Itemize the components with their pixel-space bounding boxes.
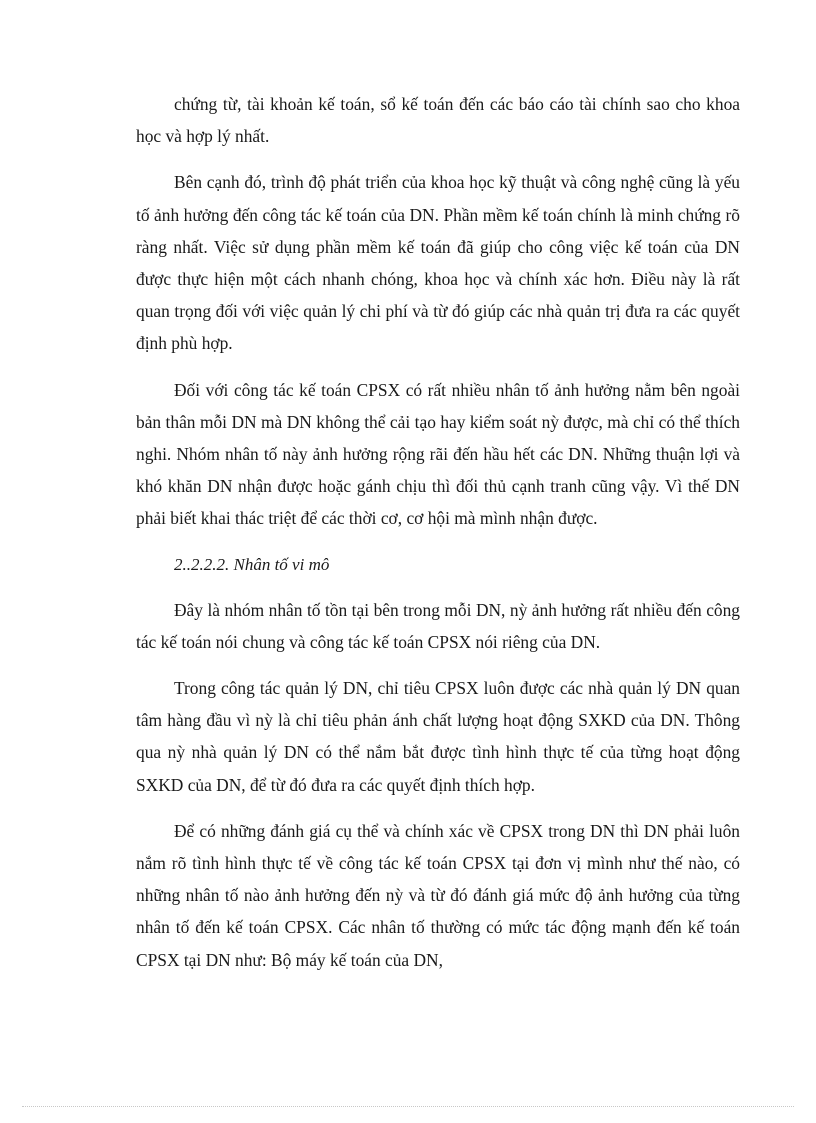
document-page <box>136 88 740 990</box>
paragraph-5: Trong công tác quản lý DN, chỉ tiêu CPSX luôn được các nhà quản lý DN quan tâm hàng đầu vì nỳ là chỉ tiêu phản ánh chất lượng hoạt động SXKD của DN. Thông qua nỳ nhà quản lý DN có thể nắm bắt được tình hình thực tế của từng hoạt động SXKD của DN, để từ đó đưa ra các quyết định thích hợp. <box>136 678 740 795</box>
paragraph-2: Bên cạnh đó, trình độ phát triển của khoa học kỹ thuật và công nghệ cũng là yếu tố ảnh hưởng đến công tác kế toán của DN. Phần mềm kế toán chính là minh chứng rõ ràng nhất. Việc sử dụng phần mềm kế toán đã giúp cho công việc kế toán của DN được thực hiện một cách nhanh chóng, khoa học và chính xác hơn. Điều này là rất quan trọng đối với việc quản lý chi phí và từ đó giúp các nhà quản trị đưa ra các quyết định phù hợp. <box>136 172 740 354</box>
section-heading: 2..2.2.2. Nhân tố vi mô <box>174 554 330 574</box>
page-bottom-divider <box>22 1106 794 1107</box>
paragraph-4: Đây là nhóm nhân tố tồn tại bên trong mỗi DN, nỳ ảnh hưởng rất nhiều đến công tác kế toán nói chung và công tác kế toán CPSX nói riêng của DN. <box>136 599 740 652</box>
paragraph-1: chứng từ, tài khoản kế toán, sổ kế toán đến các báo cáo tài chính sao cho khoa học và hợp lý nhất. <box>136 94 740 147</box>
paragraph-6: Để có những đánh giá cụ thể và chính xác về CPSX trong DN thì DN phải luôn nắm rõ tình hình thực tế về công tác kế toán CPSX tại đơn vị mình như thế nào, có những nhân tố nào ảnh hưởng đến nỳ và từ đó đánh giá mức độ ảnh hưởng của từng nhân tố đến kế toán CPSX. Các nhân tố thường có mức tác động mạnh đến kế toán CPSX tại DN như: Bộ máy kế toán của DN, <box>136 820 740 970</box>
paragraph-3: Đối với công tác kế toán CPSX có rất nhiều nhân tố ảnh hưởng nằm bên ngoài bản thân mỗi DN mà DN không thể cải tạo hay kiểm soát nỳ được, mà chỉ có thể thích nghi. Nhóm nhân tố này ảnh hưởng rộng rãi đến hầu hết các DN. Những thuận lợi và khó khăn DN nhận được hoặc gánh chịu thì đối thủ cạnh tranh cũng vậy. Vì thế DN phải biết khai thác triệt để các thời cơ, cơ hội mà mình nhận được. <box>136 379 740 529</box>
